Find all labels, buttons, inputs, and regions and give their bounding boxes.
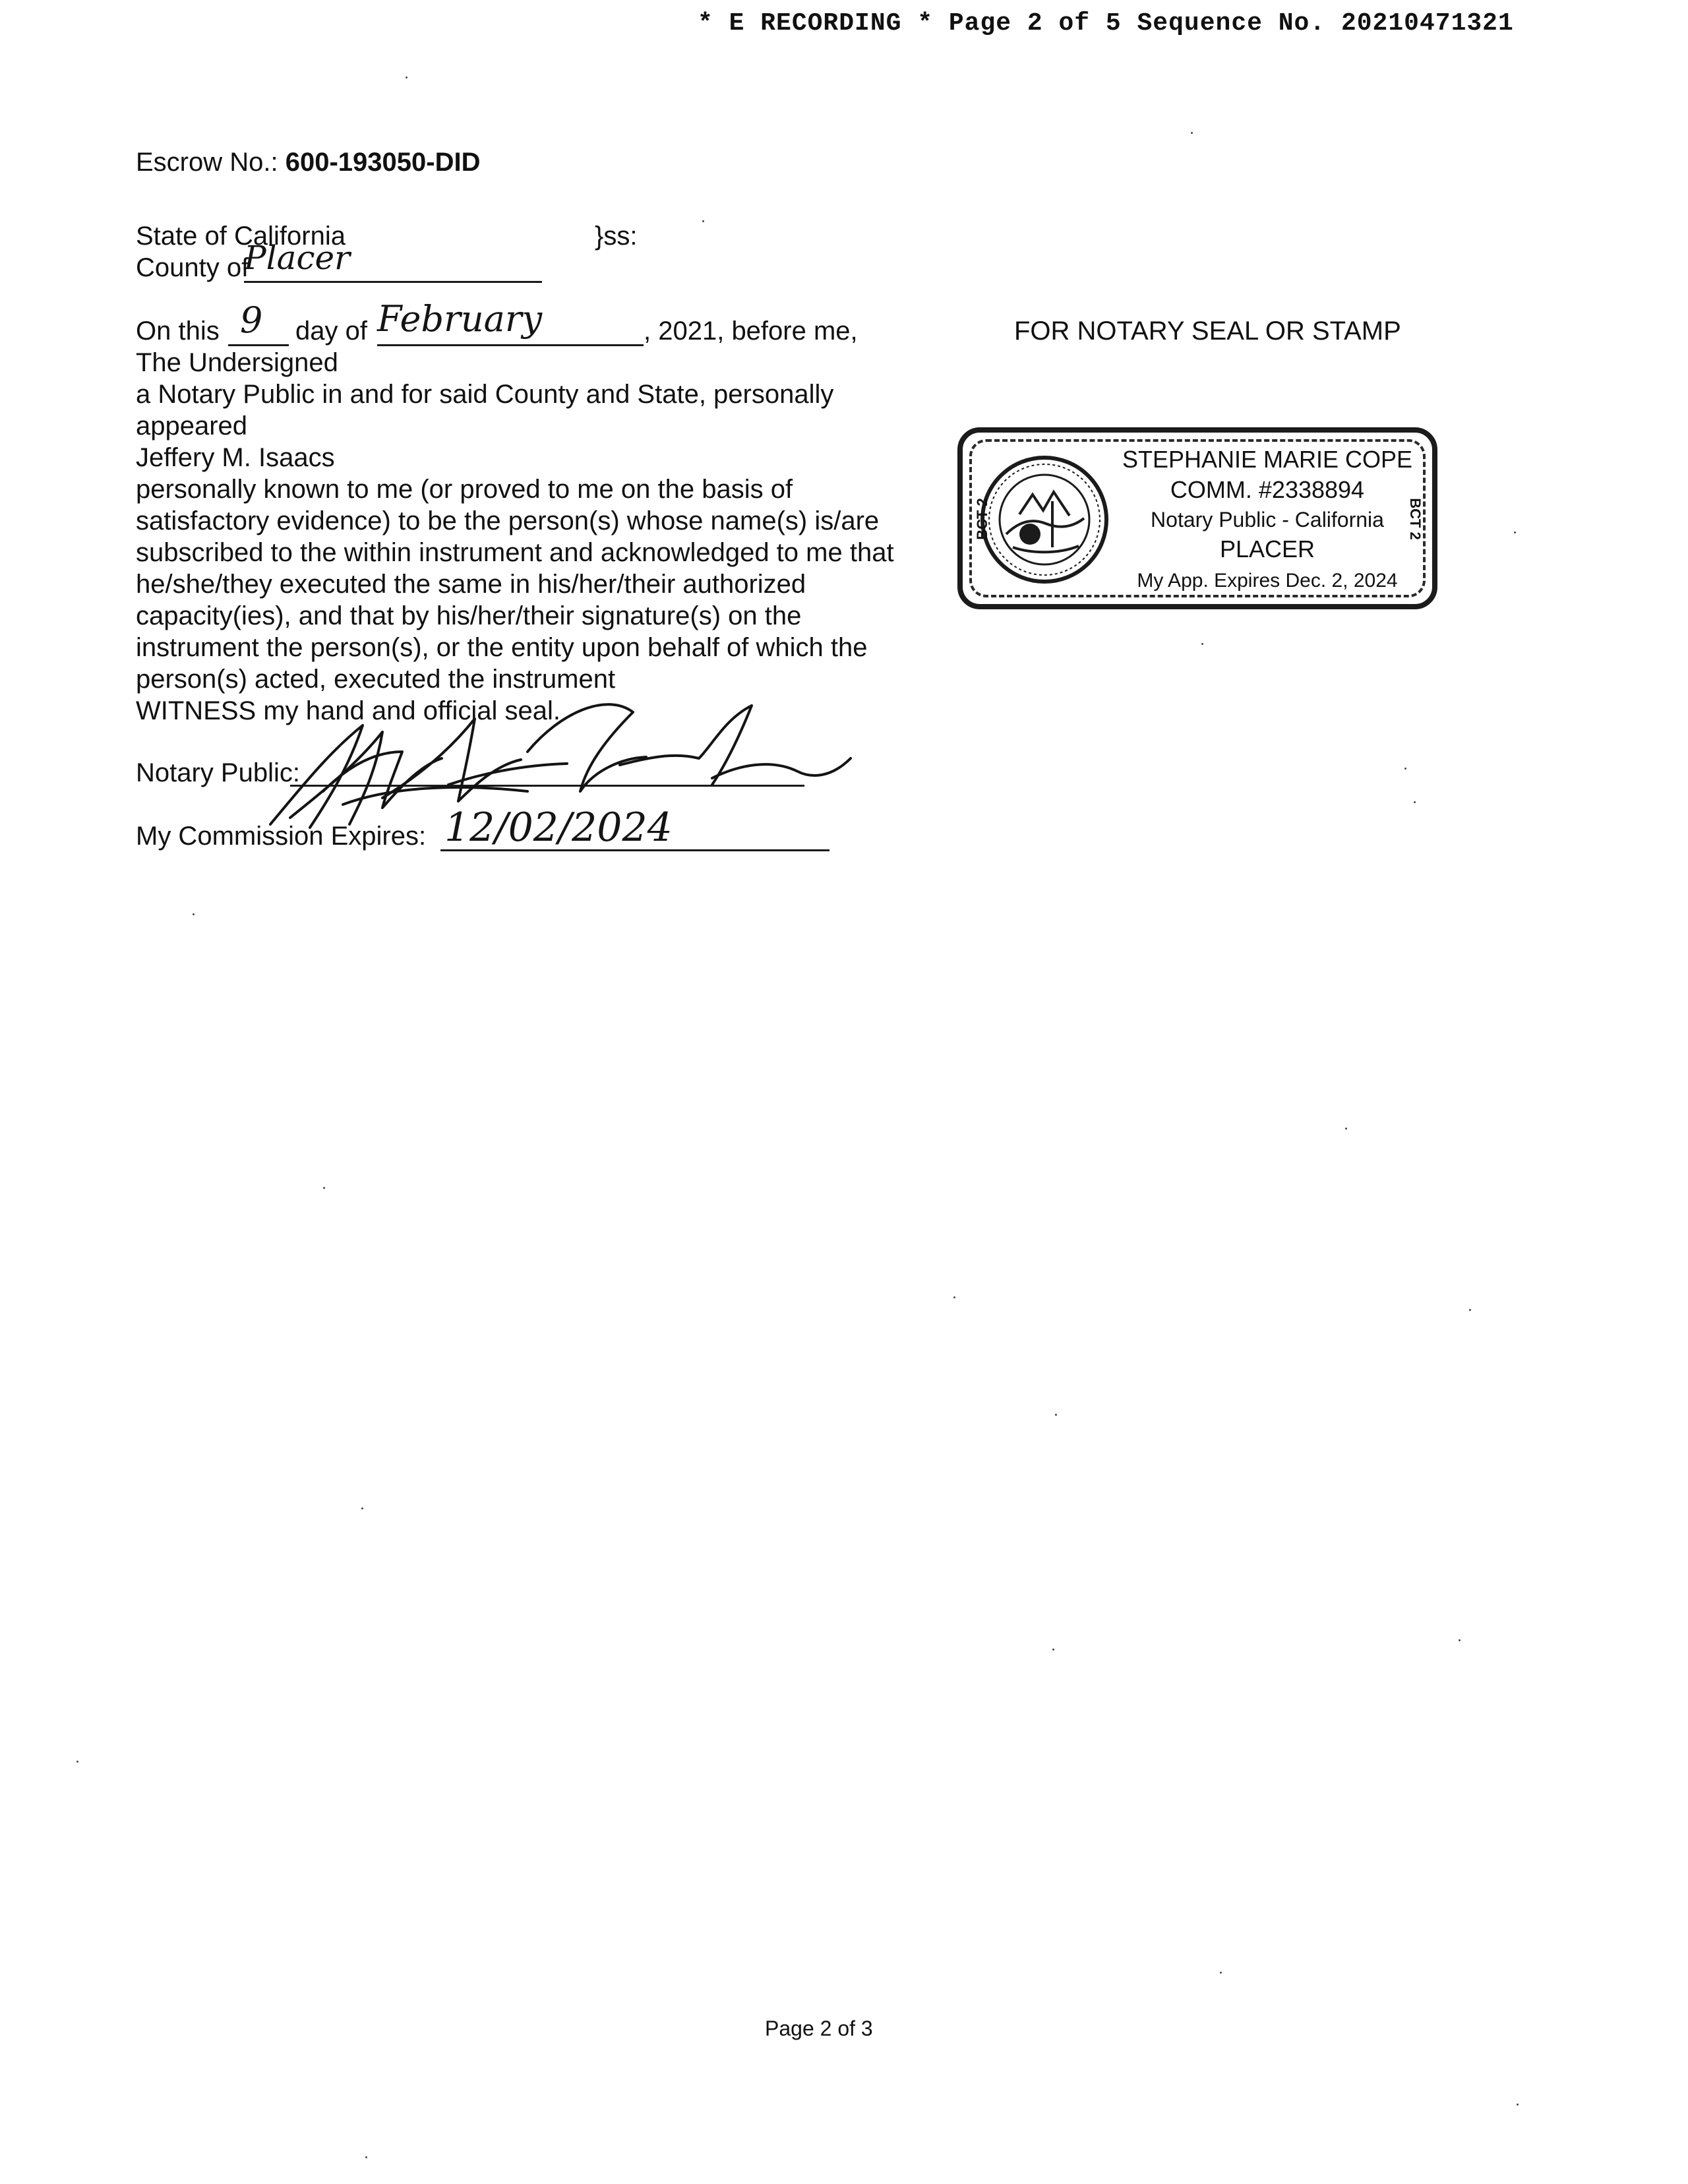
stamp-comm: COMM. #2338894 xyxy=(1170,476,1365,503)
state-seal-icon xyxy=(980,455,1109,584)
scan-speck xyxy=(365,2156,367,2158)
state-line: State of California xyxy=(136,222,346,251)
county-handwritten: Placer xyxy=(244,239,350,277)
scan-speck xyxy=(1220,1972,1222,1974)
recording-header: * E RECORDING * Page 2 of 5 Sequence No. 20210471321 xyxy=(698,9,1514,38)
ack-line-8: subscribed to the within instrument and acknowledged to me that xyxy=(136,538,894,567)
commission-handwritten: 12/02/2024 xyxy=(444,804,673,851)
scan-speck xyxy=(76,1761,78,1763)
stamp-side-code-right: BCT 2 xyxy=(1407,498,1424,540)
day-of-label: day of xyxy=(295,317,367,346)
stamp-expires: My App. Expires Dec. 2, 2024 xyxy=(1137,570,1398,592)
scan-speck xyxy=(193,913,195,915)
scan-speck xyxy=(702,220,704,222)
scan-speck xyxy=(361,1507,363,1509)
commission-underline xyxy=(440,849,829,851)
ss-mark: }ss: xyxy=(595,222,638,251)
stamp-name: STEPHANIE MARIE COPE xyxy=(1122,446,1413,473)
ack-line-12: person(s) acted, executed the instrument xyxy=(136,665,616,694)
stamp-county: PLACER xyxy=(1219,535,1315,562)
scan-speck xyxy=(1345,1128,1347,1130)
stamp-text xyxy=(1116,446,1419,604)
ack-line-7: satisfactory evidence) to be the person(s) whose name(s) is/are xyxy=(136,506,880,535)
ack-line-4: appeared xyxy=(136,411,248,440)
ack-line-6: personally known to me (or proved to me on the basis of xyxy=(136,475,793,504)
scan-speck xyxy=(1201,643,1203,645)
scan-speck xyxy=(1404,768,1406,770)
scan-speck xyxy=(406,76,407,78)
scan-speck xyxy=(1055,1414,1057,1416)
stamp-title: Notary Public - California xyxy=(1151,508,1384,531)
signer-name: Jeffery M. Isaacs xyxy=(136,443,335,472)
on-this-label: On this xyxy=(136,317,220,346)
scan-speck xyxy=(1517,2104,1519,2106)
day-handwritten: 9 xyxy=(240,299,263,341)
scan-speck xyxy=(1052,1649,1054,1651)
escrow-number: 600-193050-DID xyxy=(285,148,481,177)
day-underline xyxy=(228,344,289,346)
month-handwritten: February xyxy=(377,298,543,340)
scan-speck xyxy=(1469,1309,1471,1311)
scan-speck xyxy=(1414,801,1416,803)
ack-line-3: a Notary Public in and for said County and State, personally xyxy=(136,380,834,409)
ack-line-10: capacity(ies), and that by his/her/their signature(s) on the xyxy=(136,601,802,630)
commission-label: My Commission Expires: xyxy=(136,822,427,851)
notary-stamp xyxy=(957,427,1437,609)
scan-speck xyxy=(1459,1639,1461,1641)
ack-line-11: instrument the person(s), or the entity upon behalf of which the xyxy=(136,633,868,662)
stamp-side-code-left: BCT 2 xyxy=(973,498,990,540)
escrow-label: Escrow No.: xyxy=(136,148,278,177)
scan-speck xyxy=(1191,132,1193,134)
scan-speck xyxy=(1514,531,1516,533)
month-underline xyxy=(377,344,644,346)
seal-area-label: FOR NOTARY SEAL OR STAMP xyxy=(1014,317,1401,346)
county-label: County of xyxy=(136,253,249,282)
officer-name: The Undersigned xyxy=(136,348,338,377)
county-underline xyxy=(244,281,542,283)
ack-line-9: he/she/they executed the same in his/her/their authorized xyxy=(136,570,806,599)
notary-public-label: Notary Public: xyxy=(136,758,300,787)
year-before-me: , 2021, before me, xyxy=(644,317,858,346)
page-number: Page 2 of 3 xyxy=(765,2017,873,2040)
scan-speck xyxy=(323,1187,325,1189)
scan-speck xyxy=(953,1296,955,1298)
escrow-line xyxy=(136,146,480,178)
witness-line: WITNESS my hand and official seal. xyxy=(136,696,560,725)
